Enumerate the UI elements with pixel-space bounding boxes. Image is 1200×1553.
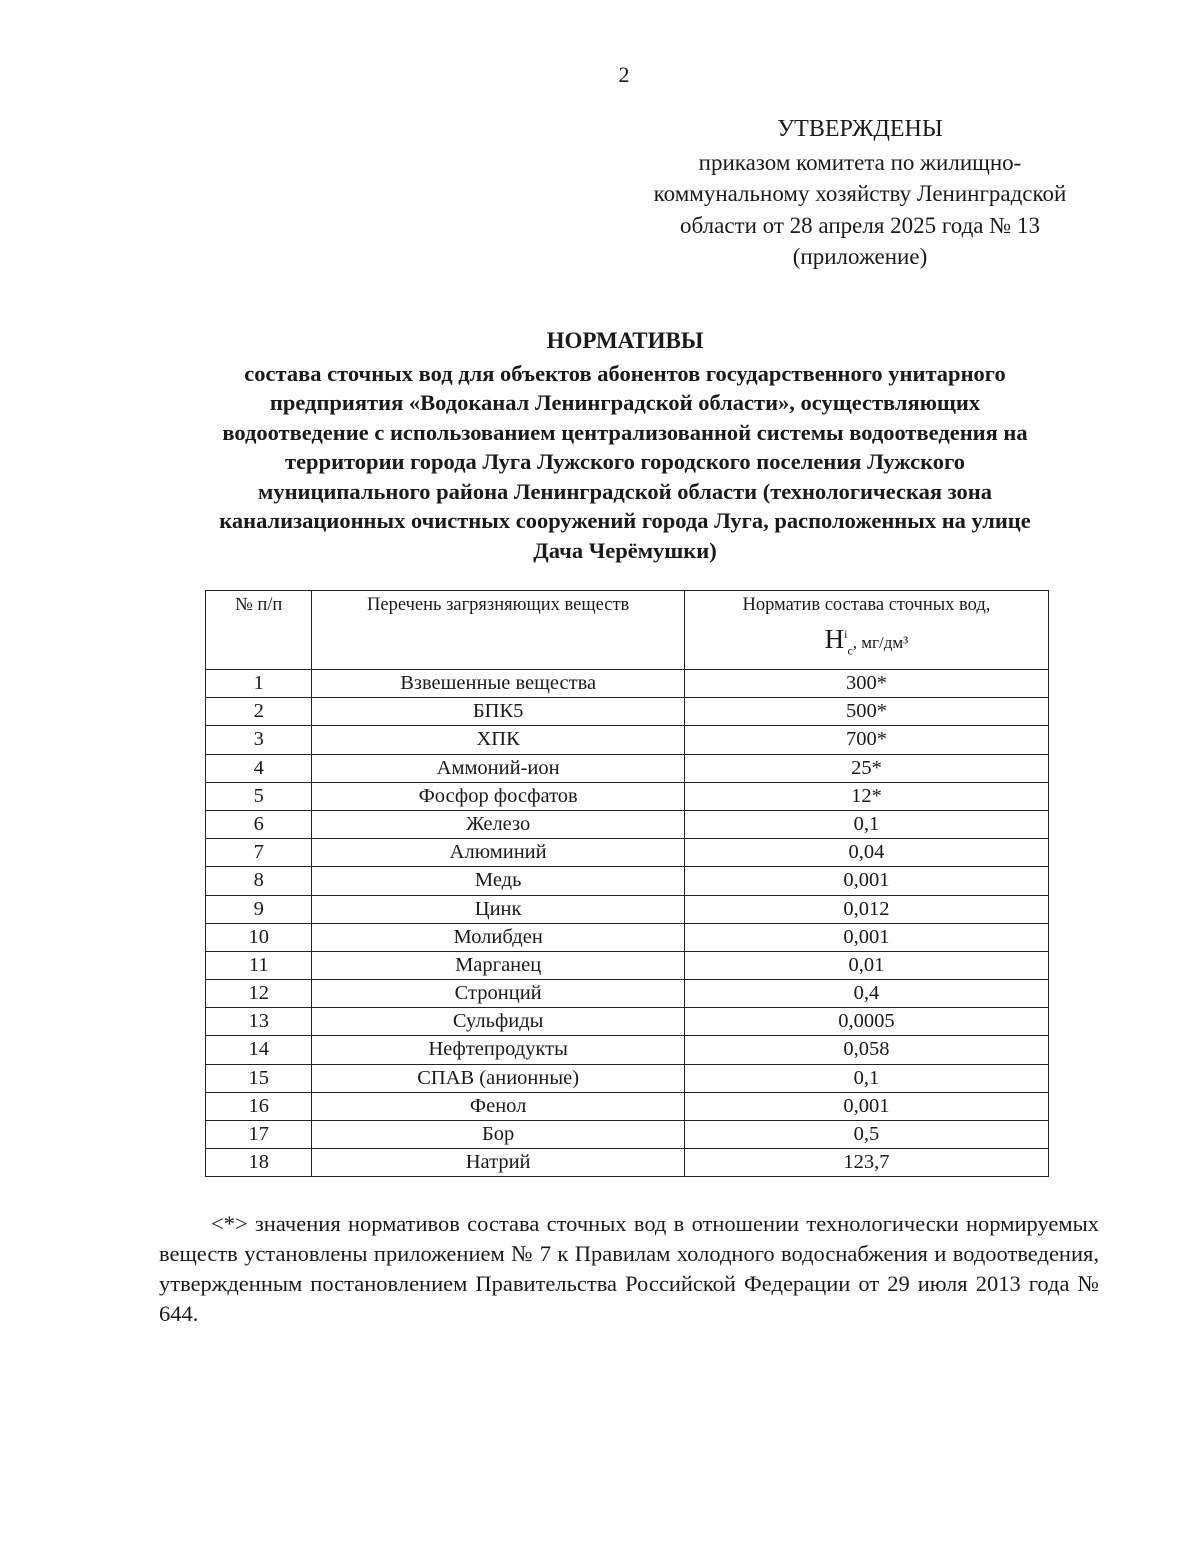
header-substance: Перечень загрязняющих веществ (312, 591, 684, 670)
cell-substance: Нефтепродукты (312, 1036, 684, 1064)
cell-number: 10 (206, 923, 312, 951)
cell-number: 14 (206, 1036, 312, 1064)
page-number: 2 (618, 62, 630, 87)
cell-substance: БПК5 (312, 698, 684, 726)
cell-number: 11 (206, 951, 312, 979)
cell-substance: Натрий (312, 1149, 684, 1177)
subtitle-line: муниципального района Ленинградской области (технологическая зона (258, 478, 992, 504)
cell-norm-value: 12* (684, 782, 1048, 810)
table-row (206, 726, 1049, 754)
table-header-row (206, 591, 1049, 670)
cell-substance: Марганец (312, 951, 684, 979)
unit-text: , мг/дм³ (852, 633, 909, 652)
cell-norm-value: 500* (684, 698, 1048, 726)
subtitle-line: канализационных очистных сооружений города Луга, расположенных на улице (219, 508, 1031, 533)
cell-norm-value: 0,01 (684, 951, 1048, 979)
cell-norm-value: 300* (684, 670, 1048, 698)
table-body (206, 670, 1049, 1177)
table-row (206, 980, 1049, 1008)
approval-line: (приложение) (792, 244, 928, 269)
approval-line: приказом комитета по жилищно- (698, 149, 1022, 175)
cell-substance: Бор (312, 1121, 684, 1149)
cell-norm-value: 0,0005 (684, 1008, 1048, 1036)
table-row (206, 782, 1049, 810)
cell-substance: ХПК (312, 726, 684, 754)
document-heading: НОРМАТИВЫ (546, 328, 704, 353)
approval-line: области от 28 апреля 2025 года № 13 (680, 212, 1040, 238)
cell-substance: Фенол (312, 1092, 684, 1120)
table-row (206, 1121, 1049, 1149)
cell-substance: Сульфиды (312, 1008, 684, 1036)
cell-number: 13 (206, 1008, 312, 1036)
table-row (206, 670, 1049, 698)
cell-substance: Цинк (312, 895, 684, 923)
table-row (206, 1036, 1049, 1064)
cell-norm-value: 0,5 (684, 1121, 1048, 1149)
cell-number: 1 (206, 670, 312, 698)
cell-substance: Взвешенные вещества (312, 670, 684, 698)
cell-substance: Фосфор фосфатов (312, 782, 684, 810)
cell-substance: Железо (312, 810, 684, 838)
header-norm-label: Норматив состава сточных вод, (742, 595, 991, 615)
header-norm (684, 591, 1048, 670)
cell-norm-value: 0,001 (684, 923, 1048, 951)
cell-number: 4 (206, 754, 312, 782)
cell-number: 18 (206, 1149, 312, 1177)
cell-substance: Алюминий (312, 839, 684, 867)
cell-norm-value: 0,001 (684, 867, 1048, 895)
subtitle-line: Дача Черёмушки) (533, 537, 717, 563)
subtitle-line: территории города Луга Лужского городского поселения Лужского (285, 449, 965, 474)
subtitle-line: водоотведение с использованием централизованной системы водоотведения на (222, 419, 1028, 445)
cell-number: 15 (206, 1064, 312, 1092)
footnote: <*> значения нормативов состава сточных вод в отношении технологически нормируемых веществ установлены приложением № 7 к Правилам холодного водоснабжения и водоотведения, утвержденным постановлением Правительства Российской Федерации от 29 июля 2013 года № 644. (159, 1211, 1099, 1326)
cell-number: 2 (206, 698, 312, 726)
cell-norm-value: 0,001 (684, 1092, 1048, 1120)
table-row (206, 1008, 1049, 1036)
cell-norm-value: 0,04 (684, 839, 1048, 867)
table-row (206, 951, 1049, 979)
table-row (206, 867, 1049, 895)
table-row (206, 923, 1049, 951)
document-title (150, 326, 1100, 565)
table-row (206, 895, 1049, 923)
cell-substance: Молибден (312, 923, 684, 951)
cell-substance: Медь (312, 867, 684, 895)
cell-norm-value: 0,058 (684, 1036, 1048, 1064)
cell-substance: Аммоний-ион (312, 754, 684, 782)
table-row (206, 754, 1049, 782)
header-number: № п/п (206, 591, 312, 670)
table-row (206, 839, 1049, 867)
header-norm-unit (685, 624, 1048, 658)
approval-title: УТВЕРЖДЕНЫ (777, 116, 943, 142)
table-row (206, 698, 1049, 726)
cell-norm-value: 123,7 (684, 1149, 1048, 1177)
cell-norm-value: 700* (684, 726, 1048, 754)
cell-number: 16 (206, 1092, 312, 1120)
cell-number: 17 (206, 1121, 312, 1149)
table-row (206, 1092, 1049, 1120)
approval-line: коммунальному хозяйству Ленинградской (653, 181, 1067, 206)
cell-number: 3 (206, 726, 312, 754)
subtitle-line: состава сточных вод для объектов абонентов государственного унитарного (244, 360, 1006, 386)
subtitle-line: предприятия «Водоканал Ленинградской области», осуществляющих (269, 390, 981, 415)
cell-number: 12 (206, 980, 312, 1008)
norm-symbol: $Н^i_c$ (824, 624, 853, 658)
cell-number: 7 (206, 839, 312, 867)
cell-number: 5 (206, 782, 312, 810)
norms-table (205, 590, 1049, 1177)
cell-number: 9 (206, 895, 312, 923)
cell-norm-value: 0,1 (684, 1064, 1048, 1092)
cell-norm-value: 0,4 (684, 980, 1048, 1008)
cell-number: 8 (206, 867, 312, 895)
table-row (206, 1064, 1049, 1092)
table-row (206, 810, 1049, 838)
cell-number: 6 (206, 810, 312, 838)
cell-norm-value: 0,1 (684, 810, 1048, 838)
approval-block (610, 114, 1110, 273)
cell-substance: Стронций (312, 980, 684, 1008)
table-row (206, 1149, 1049, 1177)
cell-substance: СПАВ (анионные) (312, 1064, 684, 1092)
cell-norm-value: 0,012 (684, 895, 1048, 923)
cell-norm-value: 25* (684, 754, 1048, 782)
